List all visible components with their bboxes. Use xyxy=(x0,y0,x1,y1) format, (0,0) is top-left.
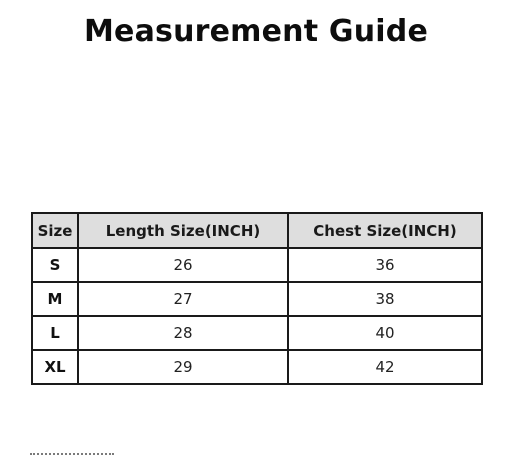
table-row xyxy=(32,248,482,282)
length-cell: 26 xyxy=(78,248,288,282)
size-cell: M xyxy=(32,282,78,316)
size-cell: XL xyxy=(32,350,78,384)
size-cell: L xyxy=(32,316,78,350)
dotted-divider xyxy=(30,453,114,455)
table-row xyxy=(32,282,482,316)
table-row xyxy=(32,316,482,350)
length-cell: 28 xyxy=(78,316,288,350)
chest-cell: 42 xyxy=(288,350,482,384)
table-header-row xyxy=(32,213,482,248)
page-title: Measurement Guide xyxy=(83,14,429,49)
chest-cell: 40 xyxy=(288,316,482,350)
column-header-size: Size xyxy=(32,213,78,248)
table-body xyxy=(32,248,482,384)
size-chart-table xyxy=(31,212,483,385)
chest-cell: 38 xyxy=(288,282,482,316)
table-row xyxy=(32,350,482,384)
length-cell: 27 xyxy=(78,282,288,316)
size-cell: S xyxy=(32,248,78,282)
column-header-chest: Chest Size(INCH) xyxy=(288,213,482,248)
length-cell: 29 xyxy=(78,350,288,384)
column-header-length: Length Size(INCH) xyxy=(78,213,288,248)
table-header xyxy=(32,213,482,248)
chest-cell: 36 xyxy=(288,248,482,282)
